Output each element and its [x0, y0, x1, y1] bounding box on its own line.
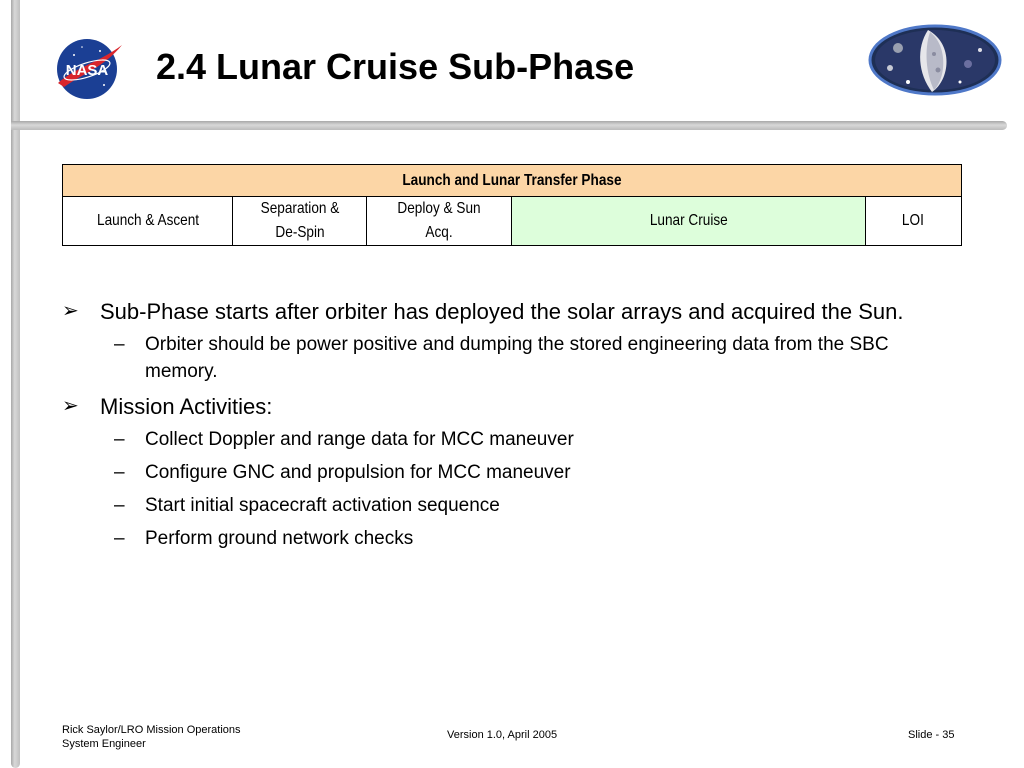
sub-bullet-power-positive: – Orbiter should be power positive and dumping the stored engineering data from the SBC memory.: [62, 331, 962, 385]
arrow-bullet-icon: ➢: [62, 300, 79, 322]
sub-bullet-network-checks: – Perform ground network checks: [62, 525, 962, 552]
sub-bullet-doppler: – Collect Doppler and range data for MCC maneuver: [62, 426, 962, 453]
cell-launch-ascent: Launch & Ascent: [63, 197, 233, 246]
cell-separation-despin: Separation & De-Spin: [233, 197, 366, 246]
nasa-logo: [54, 37, 124, 101]
slide-title: 2.4 Lunar Cruise Sub-Phase: [156, 46, 635, 87]
svg-text:NASA: NASA: [65, 62, 109, 79]
footer-author: Rick Saylor/LRO Mission Operations System Engineer: [62, 724, 241, 750]
frame-vertical-line: [11, 0, 20, 768]
cell-lunar-cruise: Lunar Cruise: [511, 197, 865, 246]
sub-bullet-activation: – Start initial spacecraft activation sequence: [62, 492, 962, 519]
phase-table-header: Launch and Lunar Transfer Phase: [63, 165, 962, 197]
dash-bullet-icon: –: [114, 495, 125, 516]
bullet-list: [62, 296, 962, 558]
footer-slide-number: Slide - 35: [908, 729, 955, 741]
cell-deploy-sun-acq: Deploy & Sun Acq.: [366, 197, 511, 246]
frame-horizontal-line: [11, 121, 1007, 130]
bullet-mission-activities: ➢ Mission Activities:: [62, 391, 962, 422]
phase-table: [62, 164, 962, 246]
lro-mission-logo: [868, 24, 1002, 96]
sub-bullet-gnc: – Configure GNC and propulsion for MCC maneuver: [62, 459, 962, 486]
cell-loi: LOI: [865, 197, 961, 246]
dash-bullet-icon: –: [114, 462, 125, 483]
bullet-sub-phase-start: ➢ Sub-Phase starts after orbiter has deployed the solar arrays and acquired the Sun.: [62, 296, 962, 327]
dash-bullet-icon: –: [114, 429, 125, 450]
dash-bullet-icon: –: [114, 334, 125, 355]
dash-bullet-icon: –: [114, 528, 125, 549]
arrow-bullet-icon: ➢: [62, 395, 79, 417]
footer-version: Version 1.0, April 2005: [447, 729, 558, 741]
